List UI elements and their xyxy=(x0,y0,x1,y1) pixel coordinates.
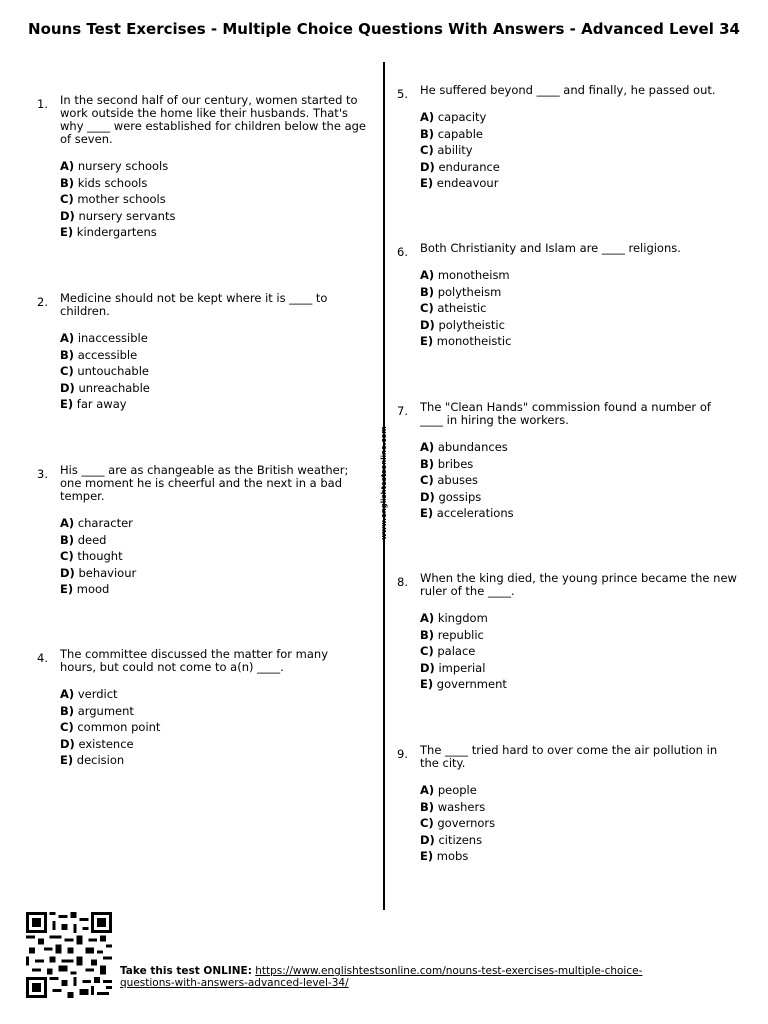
question-9 xyxy=(397,744,737,865)
question-7 xyxy=(397,401,737,522)
option-c[interactable]: C) mother schools xyxy=(60,192,166,206)
question-8 xyxy=(397,572,737,693)
option-d[interactable]: D) nursery servants xyxy=(60,208,176,223)
option-c[interactable]: C) governors xyxy=(420,816,496,830)
question-text: The committee discussed the matter for many hours, but could not come to a(n) ____. xyxy=(60,647,329,674)
question-6 xyxy=(397,242,737,350)
question-text: He suffered beyond ____ and finally, he passed out. xyxy=(420,83,716,97)
option-b[interactable]: B) capable xyxy=(420,126,483,141)
option-b[interactable]: B) polytheism xyxy=(420,284,502,299)
footer-online-link xyxy=(120,965,660,989)
option-e[interactable]: E) accelerations xyxy=(420,506,514,520)
option-e[interactable]: E) mood xyxy=(60,582,110,596)
option-b[interactable]: B) republic xyxy=(420,627,484,642)
option-e[interactable]: E) endeavour xyxy=(420,176,499,190)
option-a[interactable]: A) verdict xyxy=(60,687,118,701)
option-a[interactable]: A) character xyxy=(60,516,133,530)
question-text: When the king died, the young prince became the new ruler of the ____. xyxy=(420,571,737,598)
question-number: 2. xyxy=(37,295,48,309)
option-d[interactable]: D) imperial xyxy=(420,660,486,675)
option-a[interactable]: A) inaccessible xyxy=(60,331,148,345)
question-number: 8. xyxy=(397,575,408,589)
option-e[interactable]: E) kindergartens xyxy=(60,225,157,239)
option-e[interactable]: E) decision xyxy=(60,753,125,767)
question-4 xyxy=(37,648,367,769)
question-number: 1. xyxy=(37,97,48,111)
option-e[interactable]: E) mobs xyxy=(420,849,469,863)
question-5 xyxy=(397,84,737,192)
option-d[interactable]: D) existence xyxy=(60,736,134,751)
question-text: His ____ are as changeable as the British weather; one moment he is cheerful and the next in a bad temper. xyxy=(60,463,349,503)
option-c[interactable]: C) abuses xyxy=(420,473,479,487)
answer-options xyxy=(60,515,367,598)
question-number: 7. xyxy=(397,404,408,418)
question-number: 5. xyxy=(397,87,408,101)
option-a[interactable]: A) nursery schools xyxy=(60,159,169,173)
question-text: The ____ tried hard to over come the air pollution in the city. xyxy=(420,743,718,770)
qr-code-icon[interactable] xyxy=(24,912,114,998)
question-3 xyxy=(37,464,367,598)
option-e[interactable]: E) monotheistic xyxy=(420,334,512,348)
question-text: Medicine should not be kept where it is ____ to children. xyxy=(60,291,328,318)
question-number: 6. xyxy=(397,245,408,259)
answer-options xyxy=(420,267,737,350)
option-d[interactable]: D) polytheistic xyxy=(420,317,505,332)
answer-options xyxy=(420,109,737,192)
option-a[interactable]: A) capacity xyxy=(420,110,487,124)
option-a[interactable]: A) monotheism xyxy=(420,268,510,282)
answer-options xyxy=(60,686,367,769)
option-d[interactable]: D) citizens xyxy=(420,832,483,847)
question-number: 9. xyxy=(397,747,408,761)
option-c[interactable]: C) untouchable xyxy=(60,364,149,378)
option-a[interactable]: A) kingdom xyxy=(420,611,488,625)
option-b[interactable]: B) deed xyxy=(60,532,107,547)
question-2 xyxy=(37,292,337,413)
option-b[interactable]: B) accessible xyxy=(60,347,138,362)
option-e[interactable]: E) far away xyxy=(60,397,127,411)
option-e[interactable]: E) government xyxy=(420,677,507,691)
option-c[interactable]: C) palace xyxy=(420,644,476,658)
option-b[interactable]: B) washers xyxy=(420,799,486,814)
answer-options xyxy=(60,158,367,241)
option-d[interactable]: D) behaviour xyxy=(60,565,137,580)
option-d[interactable]: D) endurance xyxy=(420,159,500,174)
option-c[interactable]: C) thought xyxy=(60,549,123,563)
question-1 xyxy=(37,94,367,241)
answer-options xyxy=(420,439,737,522)
question-number: 4. xyxy=(37,651,48,665)
question-text: In the second half of our century, women started to work outside the home like their husbands. That's why ____ were established for children below the age of seven. xyxy=(60,93,367,146)
question-text: Both Christianity and Islam are ____ religions. xyxy=(420,241,681,255)
option-b[interactable]: B) bribes xyxy=(420,456,474,471)
option-b[interactable]: B) kids schools xyxy=(60,175,148,190)
page-title: Nouns Test Exercises - Multiple Choice Questions With Answers - Advanced Level 34 xyxy=(28,20,740,38)
option-d[interactable]: D) gossips xyxy=(420,489,482,504)
answer-options xyxy=(420,610,737,693)
option-a[interactable]: A) abundances xyxy=(420,440,508,454)
test-url-link[interactable]: https://www.englishtestsonline.com/nouns-test-exercises-multiple-choice-questions-with-answers-advanced-level-34/ xyxy=(120,965,643,989)
option-d[interactable]: D) unreachable xyxy=(60,380,150,395)
footer-label: Take this test ONLINE: xyxy=(120,965,252,977)
option-b[interactable]: B) argument xyxy=(60,703,134,718)
question-text: The "Clean Hands" commission found a number of ____ in hiring the workers. xyxy=(420,400,711,427)
answer-options xyxy=(60,330,337,413)
sidebar-website-text: www.englishtestsonline.com xyxy=(380,426,388,540)
question-number: 3. xyxy=(37,467,48,481)
option-a[interactable]: A) people xyxy=(420,783,477,797)
answer-options xyxy=(420,782,737,865)
option-c[interactable]: C) atheistic xyxy=(420,301,487,315)
option-c[interactable]: C) ability xyxy=(420,143,473,157)
option-c[interactable]: C) common point xyxy=(60,720,161,734)
